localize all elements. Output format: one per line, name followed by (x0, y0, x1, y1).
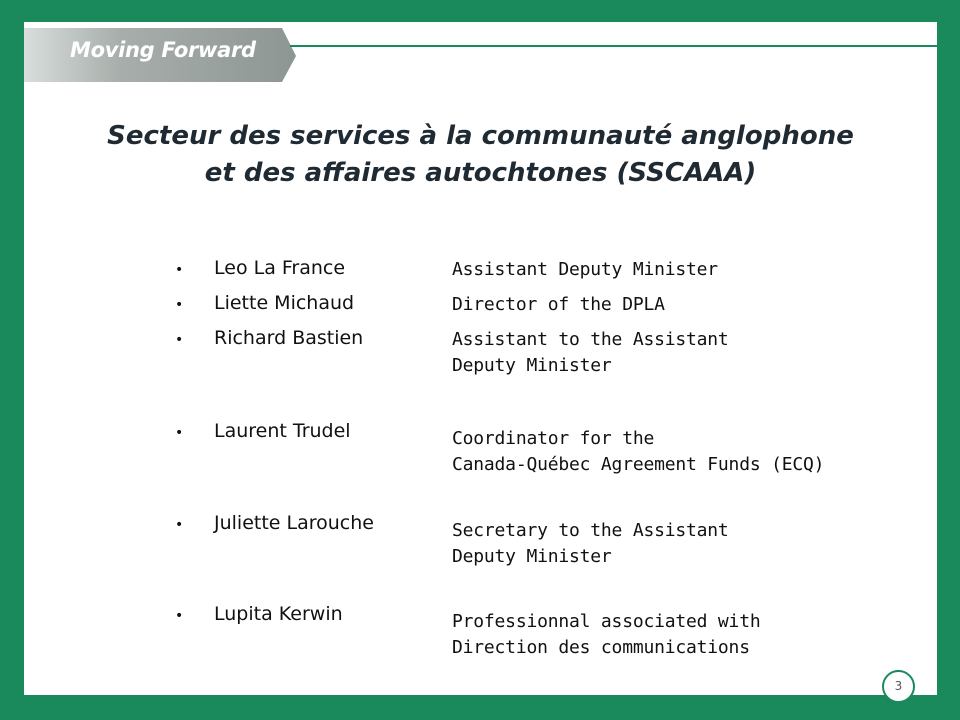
page-number: 3 (882, 670, 915, 703)
person-name: Laurent Trudel (214, 420, 351, 442)
bullet: • (175, 297, 184, 313)
title-line-1: Secteur des services à la communauté anglophone (107, 121, 854, 151)
person-name: Liette Michaud (214, 292, 355, 314)
person-role: Coordinator for the Canada-Québec Agreement Funds (ECQ) (452, 428, 825, 475)
top-divider (290, 45, 938, 47)
person-name: Richard Bastien (214, 327, 364, 349)
person-role: Director of the DPLA (452, 294, 665, 315)
banner (24, 26, 294, 82)
person-name: Juliette Larouche (214, 512, 374, 534)
person-name: Lupita Kerwin (214, 603, 343, 625)
bullet: • (175, 262, 184, 278)
person-role: Secretary to the Assistant Deputy Minister (452, 520, 729, 567)
person-role: Professionnal associated with Direction des communications (452, 611, 761, 658)
bullet: • (175, 332, 184, 348)
person-name: Leo La France (214, 257, 346, 279)
banner-label: Moving Forward (70, 38, 256, 62)
slide-title (24, 118, 937, 192)
person-role: Assistant to the Assistant Deputy Minister (452, 329, 729, 376)
bullet: • (175, 517, 184, 533)
bullet: • (175, 425, 184, 441)
person-role: Assistant Deputy Minister (452, 259, 718, 280)
title-line-2: et des affaires autochtones (SSCAAA) (204, 158, 757, 188)
bullet: • (175, 608, 184, 624)
